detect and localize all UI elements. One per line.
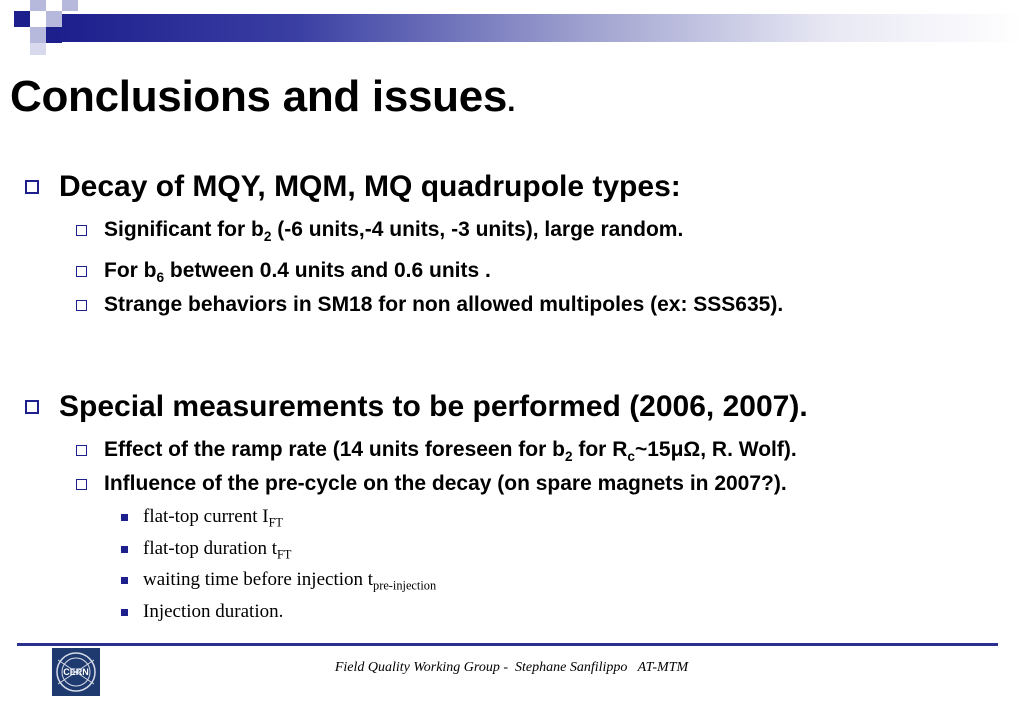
box-bullet-icon (76, 266, 87, 277)
decor-square (46, 27, 62, 43)
sub-list-item (121, 601, 283, 623)
sub-list-item (121, 506, 283, 528)
box-bullet-icon (25, 180, 39, 194)
footer-rule (17, 643, 998, 646)
sub-list-item (121, 569, 436, 591)
header-gradient-band (55, 14, 1023, 42)
footer-text: Field Quality Working Group - Stephane Sanfilippo AT-MTM (334, 660, 689, 675)
decor-square (30, 27, 46, 43)
list-item (76, 293, 783, 317)
list-item-text: For $b_6$ between 0.4 units and 0.6 units . (104, 259, 491, 285)
slide-title (10, 72, 515, 122)
list-item (76, 218, 683, 242)
svg-text:CERN: CERN (63, 667, 89, 677)
box-bullet-icon (76, 479, 87, 490)
list-item (76, 259, 491, 283)
slide-title-period: . (507, 85, 516, 118)
list-item (76, 438, 797, 462)
section-heading-measurements (25, 390, 808, 424)
decor-square (30, 0, 46, 11)
slide-title-text: Conclusions and issues (10, 72, 508, 121)
list-item-text: Significant for $b_2$ (-6 units,-4 units, -3 units), large random. (104, 218, 684, 244)
square-bullet-icon (121, 609, 128, 616)
sub-list-item (121, 538, 291, 560)
square-bullet-icon (121, 546, 128, 553)
list-item (76, 472, 787, 496)
box-bullet-icon (76, 445, 87, 456)
box-bullet-icon (25, 400, 39, 414)
sub-list-item-text: flat-top current $I_{FT}$ (143, 506, 283, 530)
sub-list-item-text: waiting time before injection $t_{pre-injection}$ (143, 569, 437, 593)
decor-square (62, 0, 78, 11)
section-heading-text: Special measurements to be performed (2006, 2007). (59, 390, 808, 423)
list-item-text: Influence of the pre-cycle on the decay (on spare magnets in 2007?). (104, 472, 787, 495)
decor-square (46, 11, 62, 27)
list-item-text: Strange behaviors in SM18 for non allowed multipoles (ex: SSS635). (104, 293, 784, 316)
square-bullet-icon (121, 577, 128, 584)
sub-list-item-text: Injection duration. (143, 601, 284, 622)
sub-list-item-text: flat-top duration $t_{FT}$ (143, 538, 292, 562)
header-decoration (0, 0, 1023, 56)
list-item-text: Effect of the ramp rate (14 units foreseen for $b_2$ for $R_c\sim 15\mu\Omega$, R. Wolf). (104, 438, 797, 464)
box-bullet-icon (76, 300, 87, 311)
box-bullet-icon (76, 225, 87, 236)
square-bullet-icon (121, 514, 128, 521)
section-heading-decay (25, 170, 681, 204)
decor-square (30, 43, 46, 55)
section-heading-text: Decay of MQY, MQM, MQ quadrupole types: (59, 170, 681, 203)
decor-square (14, 11, 30, 27)
